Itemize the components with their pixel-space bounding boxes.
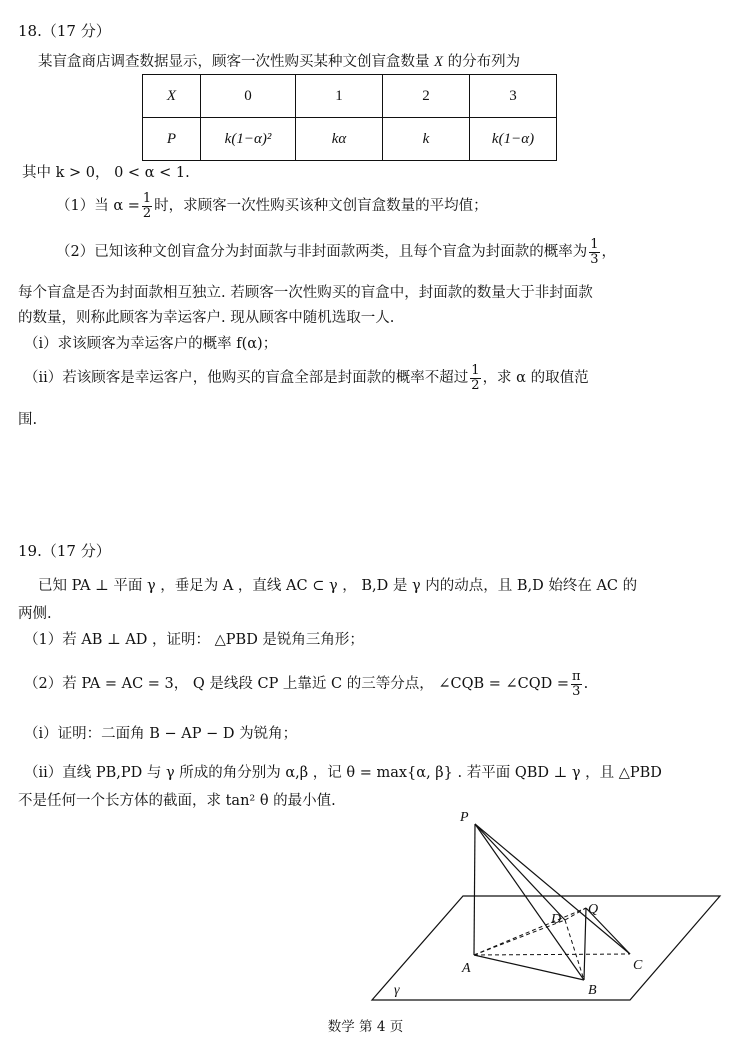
q19-part1: （1）若 AB ⊥ AD ，证明： △PBD 是锐角三角形； bbox=[24, 632, 364, 648]
table-cell: 1 bbox=[296, 75, 383, 118]
edge-AB bbox=[474, 955, 584, 980]
label-C: C bbox=[633, 958, 643, 973]
label-gamma: γ bbox=[394, 983, 400, 998]
label-A: A bbox=[462, 961, 471, 976]
page-footer: 数学 第 4 页 bbox=[327, 1019, 404, 1035]
label-P: P bbox=[460, 810, 469, 825]
q19-part2-ii-line1: （ii）直线 PB,PD 与 γ 所成的角分别为 α,β ，记 θ = max{α, β} . 若平面 QBD ⊥ γ ，且 △PBD bbox=[24, 765, 662, 781]
q19-part2: （2）若 PA = AC = 3， Q 是线段 CP 上靠近 C 的三等分点， ∠CQB = ∠CQD = $\frac{\pi}{3}$ . bbox=[24, 668, 589, 699]
q19-header: 19.（17 分） bbox=[18, 542, 111, 560]
table-cell: X bbox=[143, 75, 201, 118]
q18-part2-line2: 每个盲盒是否为封面款相互独立. 若顾客一次性购买的盲盒中，封面款的数量大于非封面款 bbox=[18, 285, 593, 301]
table-cell: kα bbox=[296, 118, 383, 161]
q19-part2-ii-line2: 不是任何一个长方体的截面，求 tan² θ 的最小值. bbox=[18, 793, 336, 809]
plane-gamma bbox=[372, 896, 720, 1000]
q18-part2-line3: 的数量，则称此顾客为幸运客户. 现从顾客中随机选取一人. bbox=[18, 310, 395, 326]
q18-header: 18.（17 分） bbox=[18, 22, 111, 40]
q18-part2: （2）已知该种文创盲盒分为封面款与非封面款两类，且每个盲盒为封面款的概率为 $\frac{1}{3}$ ， bbox=[56, 236, 617, 267]
q18-part1: （1）当 α = $\frac{1}{2}$ 时，求顾客一次性购买该种文创盲盒数量的平均值； bbox=[56, 190, 488, 221]
table-cell: k(1−α)² bbox=[201, 118, 296, 161]
edge-PD bbox=[475, 824, 565, 920]
table-cell: 2 bbox=[383, 75, 470, 118]
q18-intro: 某盲盒商店调查数据显示，顾客一次性购买某种文创盲盒数量 X 的分布列为 bbox=[38, 54, 521, 70]
label-Q: Q bbox=[588, 902, 599, 917]
q19-line1: 已知 PA ⊥ 平面 γ ，垂足为 A ，直线 AC ⊂ γ ， B,D 是 γ 内的动点，且 B,D 始终在 AC 的 bbox=[38, 578, 638, 594]
edge-DB-hidden bbox=[565, 920, 584, 980]
table-cell: P bbox=[143, 118, 201, 161]
label-B: B bbox=[588, 983, 597, 998]
fraction: $\frac{1}{2}$ bbox=[142, 190, 152, 221]
q18-part2-ii: （ii）若该顾客是幸运客户，他购买的盲盒全部是封面款的概率不超过 $\frac{1}{2}$ ，求 α 的取值范 bbox=[24, 362, 589, 393]
edge-AQ-hidden bbox=[474, 908, 586, 955]
fraction: $\frac{1}{2}$ bbox=[471, 362, 480, 393]
q18-condition: 其中 k > 0， 0 < α < 1. bbox=[22, 165, 190, 181]
table-cell: k(1−α) bbox=[470, 118, 557, 161]
table-cell: k bbox=[383, 118, 470, 161]
fraction: $\frac{\pi}{3}$ bbox=[572, 668, 581, 699]
edge-BQ bbox=[584, 908, 586, 980]
q18-part2-ii-line2: 围. bbox=[18, 412, 38, 428]
edge-AC-hidden bbox=[474, 954, 630, 955]
fraction: $\frac{1}{3}$ bbox=[590, 236, 599, 267]
table-cell: 3 bbox=[470, 75, 557, 118]
q18-part2-i: （i）求该顾客为幸运客户的概率 f(α)； bbox=[24, 336, 278, 352]
table-cell: 0 bbox=[201, 75, 296, 118]
q19-line2: 两侧. bbox=[18, 606, 52, 622]
q19-part2-i: （i）证明：二面角 B − AP − D 为锐角； bbox=[24, 726, 298, 742]
edge-PA bbox=[474, 824, 475, 955]
label-D: D bbox=[551, 912, 562, 927]
